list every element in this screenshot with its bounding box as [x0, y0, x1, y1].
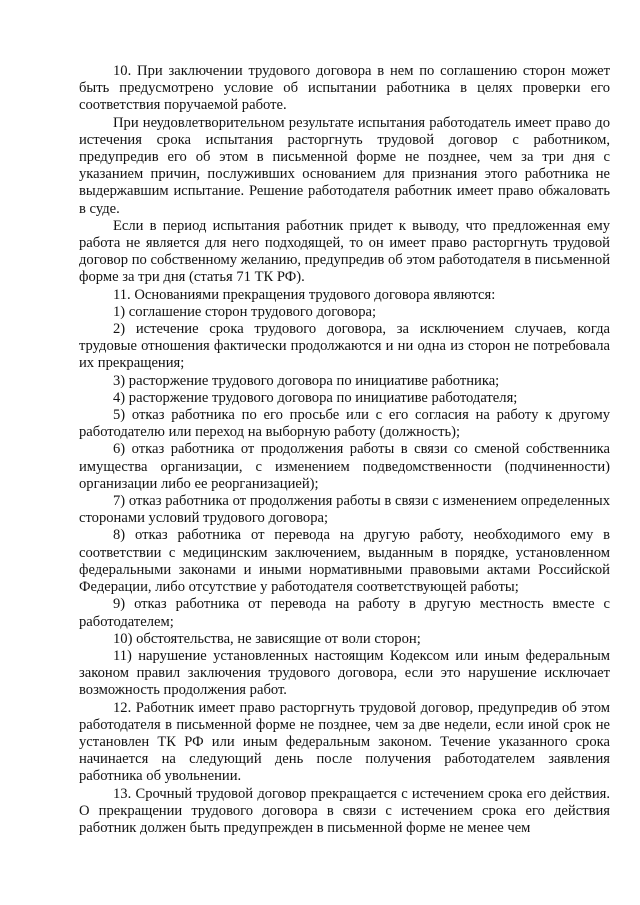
list-item-7: 7) отказ работника от продолжения работы в связи с изменением определенных сторонами условий трудового договора;	[79, 493, 610, 527]
paragraph-probation-result: При неудовлетворительном результате испытания работодатель имеет право до истечения срока испытания расторгнуть трудовой договор с работником, предупредив его об этом в письменной форме не позднее, чем за три дня с указанием причин, послуживших основанием для признания этого работника не выдержавшим испытание. Решение работодателя работник имеет право обжаловать в суде.	[79, 114, 610, 217]
list-item-4: 4) расторжение трудового договора по инициативе работодателя;	[113, 389, 518, 406]
paragraph-employee-resignation: 12. Работник имеет право расторгнуть трудовой договор, предупредив об этом работодателя в письменной форме не позднее, чем за две недели, если иной срок не установлен ТК РФ или иным федеральным законом. Течение указанного срока начинается на следующий день после получения работодателем заявления работника об увольнении.	[79, 699, 610, 785]
paragraph-fixed-term-contract: 13. Срочный трудовой договор прекращается с истечением срока его действия. О прекращении трудового договора в связи с истечением срока его действия работник должен быть предупрежден в письменной форме не менее чем	[79, 785, 610, 836]
list-item-1: 1) соглашение сторон трудового договора;	[113, 303, 377, 320]
paragraph-employee-unsuitable: Если в период испытания работник придет к выводу, что предложенная ему работа не является для него подходящей, то он имеет право расторгнуть трудовой договор по собственному желанию, предупредив об этом работодателя в письменной форме за три дня (статья 71 ТК РФ).	[79, 217, 610, 286]
list-item-8: 8) отказ работника от перевода на другую работу, необходимого ему в соответствии с медицинским заключением, выданным в порядке, установленном федеральными законами и иными нормативными правовыми актами Российской Федерации, либо отсутствие у работодателя соответствующей работы;	[79, 527, 610, 596]
paragraph-termination-grounds: 11. Основаниями прекращения трудового договора являются:	[113, 286, 496, 303]
list-item-5: 5) отказ работника по его просьбе или с его согласия на работу к другому работодателю или переход на выборную работу (должность);	[79, 407, 610, 441]
list-item-10: 10) обстоятельства, не зависящие от воли сторон;	[113, 630, 421, 647]
document-body	[79, 63, 610, 837]
list-item-6: 6) отказ работника от продолжения работы в связи со сменой собственника имущества организации, с изменением подведомственности (подчиненности) организации либо ее реорганизацией);	[79, 441, 610, 492]
list-item-3: 3) расторжение трудового договора по инициативе работника;	[113, 372, 500, 389]
paragraph-probation-clause: 10. При заключении трудового договора в нем по соглашению сторон может быть предусмотрено условие об испытании работника в целях проверки его соответствия поручаемой работе.	[79, 63, 610, 114]
list-item-11: 11) нарушение установленных настоящим Кодексом или иным федеральным законом правил заключения трудового договора, если это нарушение исключает возможность продолжения работ.	[79, 647, 610, 699]
list-item-2: 2) истечение срока трудового договора, за исключением случаев, когда трудовые отношения фактически продолжаются и ни одна из сторон не потребовала их прекращения;	[79, 321, 610, 372]
list-item-9: 9) отказ работника от перевода на работу в другую местность вместе с работодателем;	[79, 596, 610, 630]
